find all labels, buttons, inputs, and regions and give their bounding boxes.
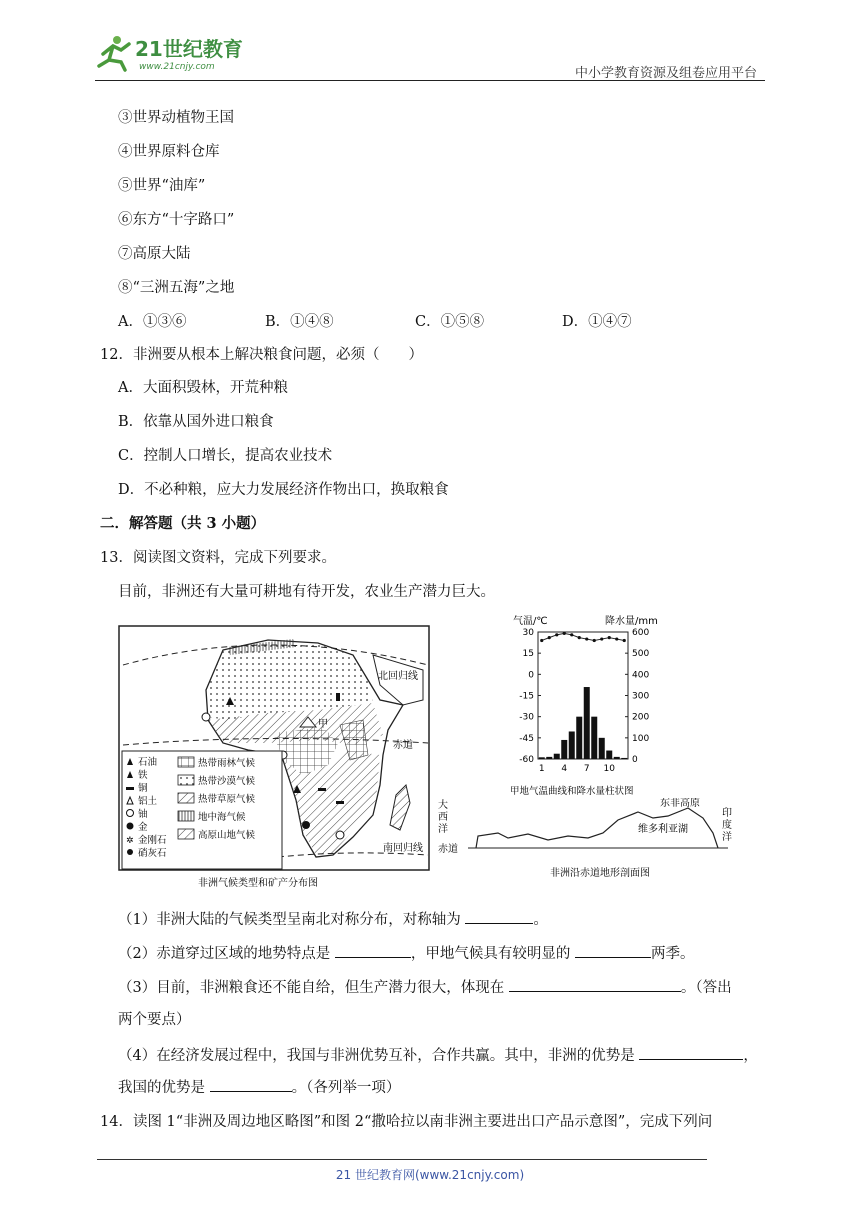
q13-sub4-end: 。（各列举一项） (291, 1080, 401, 1096)
precip-bar (539, 757, 545, 759)
profile-ocean-left-1: 大 (438, 800, 448, 811)
q13-stem: 13．阅读图文资料，完成下列要求。 (100, 550, 336, 566)
legend-mineral: 石油 (138, 757, 158, 768)
q13-sub1-end: 。 (533, 912, 548, 928)
runner-icon (99, 36, 129, 70)
q11-option-c[interactable]: C．①⑤⑧ (415, 314, 485, 330)
chart-tick-right: 500 (632, 649, 650, 660)
profile-lake-label: 维多利亚湖 (638, 824, 688, 835)
q13-sub3-end: 。（答出 (680, 980, 732, 996)
legend-climate: 热带草原气候 (198, 794, 256, 805)
map-caption: 非洲气候类型和矿产分布图 (198, 878, 318, 889)
chart-tick-right: 300 (632, 691, 650, 702)
q12-option-d[interactable]: D．不必种粮，应大力发展经济作物出口，换取粮食 (118, 482, 449, 498)
page-header (95, 28, 765, 81)
q13-sub3-text: （3）目前，非洲粮食还不能自给，但生产潜力很大，体现在 (118, 980, 505, 996)
equator-profile (438, 798, 738, 890)
list-item: ④世界原料仓库 (118, 144, 220, 160)
header-platform-text: 中小学教育资源及组卷应用平台 (574, 66, 757, 81)
chart-tick-right: 200 (632, 712, 650, 723)
q11-option-a[interactable]: A．①③⑥ (118, 314, 187, 330)
chart-tick-right: 100 (632, 733, 650, 744)
precip-bar (599, 738, 605, 759)
q12-option-b[interactable]: B．依靠从国外进口粮食 (118, 414, 274, 430)
legend-mineral: 铁 (138, 770, 148, 781)
chart-tick-left: -45 (519, 733, 534, 744)
profile-ocean-left-2: 西 (438, 812, 448, 823)
precip-bar (554, 754, 560, 759)
legend-mineral: 铀 (138, 809, 148, 820)
temperature-point (623, 639, 626, 642)
q13-sub2-end: 两季。 (650, 946, 695, 962)
q13-sub2 (118, 942, 694, 963)
list-item: ⑤世界“油库” (118, 178, 206, 194)
list-item: ⑥东方“十字路口” (118, 212, 235, 228)
precip-bar (606, 751, 612, 759)
q13-sub4-text2: 我国的优势是 (118, 1080, 205, 1096)
footer-text[interactable]: 21 世纪教育网(www.21cnjy.com) (335, 1168, 525, 1182)
chart-tick-x: 1 (538, 764, 545, 774)
temperature-point (615, 637, 618, 640)
chart-tick-right: 0 (632, 755, 638, 765)
precip-bar (546, 757, 552, 759)
answer-blank[interactable] (465, 909, 533, 924)
climate-chart (505, 612, 680, 800)
section-heading: 二．解答题（共 3 小题） (100, 515, 266, 532)
q13-sub4-text: （4）在经济发展过程中，我国与非洲优势互补，合作共赢。其中，非洲的优势是 (118, 1048, 635, 1064)
temperature-point (548, 636, 551, 639)
temperature-point (578, 636, 581, 639)
logo-text: 21世纪教育 (135, 37, 243, 61)
chart-tick-left: 0 (528, 670, 534, 681)
chart-tick-left: 30 (522, 628, 534, 638)
chart-tick-left: 15 (522, 649, 534, 660)
equator-label: 赤道 (393, 740, 413, 751)
chart-tick-x: 4 (561, 764, 568, 774)
q13-sub2-mid: ，甲地气候具有较明显的 (410, 946, 571, 962)
legend-mineral: 硝灰石 (138, 848, 167, 859)
temperature-point (608, 636, 611, 639)
legend-mineral: 铝土 (138, 796, 158, 807)
q13-sub4-cont (118, 1076, 400, 1097)
q13-sub2-text: （2）赤道穿过区域的地势特点是 (118, 946, 331, 962)
q11-option-d[interactable]: D．①④⑦ (562, 314, 632, 330)
profile-caption: 非洲沿赤道地形剖面图 (550, 868, 650, 879)
chart-ylabel-right: 降水量/mm (605, 616, 658, 627)
north-tropic-label: 北回归线 (378, 671, 418, 682)
chart-title: 甲地气温曲线和降水量柱状图 (510, 786, 634, 797)
q12-stem: 12．非洲要从根本上解决粮食问题，必须（ ） (100, 347, 423, 363)
temperature-point (593, 639, 596, 642)
jia-label: 甲 (318, 719, 328, 730)
legend-climate: 热带雨林气候 (198, 758, 256, 769)
precip-bar (576, 717, 582, 759)
svg-text:✲: ✲ (126, 836, 134, 846)
chart-ylabel-left: 气温/℃ (513, 616, 548, 627)
profile-ocean-left-3: 洋 (438, 824, 448, 835)
temperature-point (555, 633, 558, 636)
q12-option-c[interactable]: C．控制人口增长，提高农业技术 (118, 448, 333, 464)
chart-tick-x: 10 (603, 764, 615, 774)
q13-sub3 (118, 976, 732, 997)
chart-tick-right: 600 (632, 628, 650, 638)
q12-option-a[interactable]: A．大面积毁林，开荒种粮 (118, 380, 288, 396)
q13-sub3-cont: 两个要点） (118, 1012, 191, 1028)
legend-climate: 高原山地气候 (198, 830, 256, 841)
profile-ocean-right-2: 度 (722, 820, 732, 831)
chart-tick-left: -15 (519, 691, 534, 702)
precip-bar (591, 717, 597, 759)
q13-sub4-mid: ， (743, 1048, 758, 1064)
answer-blank[interactable] (639, 1045, 743, 1060)
legend-mineral: 金刚石 (138, 835, 167, 846)
legend-mineral: 金 (138, 822, 148, 833)
temperature-point (570, 633, 573, 636)
profile-ocean-right-1: 印 (722, 808, 732, 819)
q13-sub1-text: （1）非洲大陆的气候类型呈南北对称分布，对称轴为 (118, 912, 461, 928)
precip-bar (569, 731, 575, 759)
answer-blank[interactable] (335, 943, 411, 958)
list-item: ⑦高原大陆 (118, 246, 191, 262)
africa-climate-map (118, 625, 432, 893)
precip-bar (584, 687, 590, 759)
footer-rule (97, 1159, 707, 1160)
profile-ocean-right-3: 洋 (722, 832, 732, 843)
south-tropic-label: 南回归线 (383, 843, 423, 854)
q13-sub4 (118, 1044, 758, 1065)
answer-blank[interactable] (575, 943, 651, 958)
q11-option-b[interactable]: B．①④⑧ (265, 314, 334, 330)
temperature-point (563, 632, 566, 635)
profile-plateau-label: 东非高原 (660, 798, 700, 809)
legend-climate: 热带沙漠气候 (198, 776, 256, 787)
chart-tick-left: -60 (519, 755, 534, 765)
q13-intro: 目前，非洲还有大量可耕地有待开发，农业生产潜力巨大。 (118, 584, 495, 600)
list-item: ⑧“三洲五海”之地 (118, 280, 235, 296)
answer-blank[interactable] (509, 977, 681, 992)
q13-sub1 (118, 908, 548, 929)
profile-equator-label: 赤道 (438, 844, 458, 855)
chart-tick-right: 400 (632, 670, 650, 681)
temperature-point (540, 639, 543, 642)
temperature-point (585, 637, 588, 640)
precip-bar (561, 740, 567, 759)
temperature-point (600, 637, 603, 640)
legend-mineral: 铜 (138, 783, 148, 794)
list-item: ③世界动植物王国 (118, 110, 234, 126)
logo (95, 34, 255, 74)
logo-url: www.21cnjy.com (139, 62, 215, 72)
chart-tick-x: 7 (583, 764, 590, 774)
legend-climate: 地中海气候 (198, 812, 246, 823)
q14-stem: 14．读图 1“非洲及周边地区略图”和图 2“撒哈拉以南非洲主要进出口产品示意图”，完成下列问 (100, 1114, 713, 1130)
chart-tick-left: -30 (519, 712, 534, 723)
answer-blank[interactable] (210, 1077, 292, 1092)
precip-bar (621, 758, 627, 759)
precip-bar (614, 757, 620, 759)
